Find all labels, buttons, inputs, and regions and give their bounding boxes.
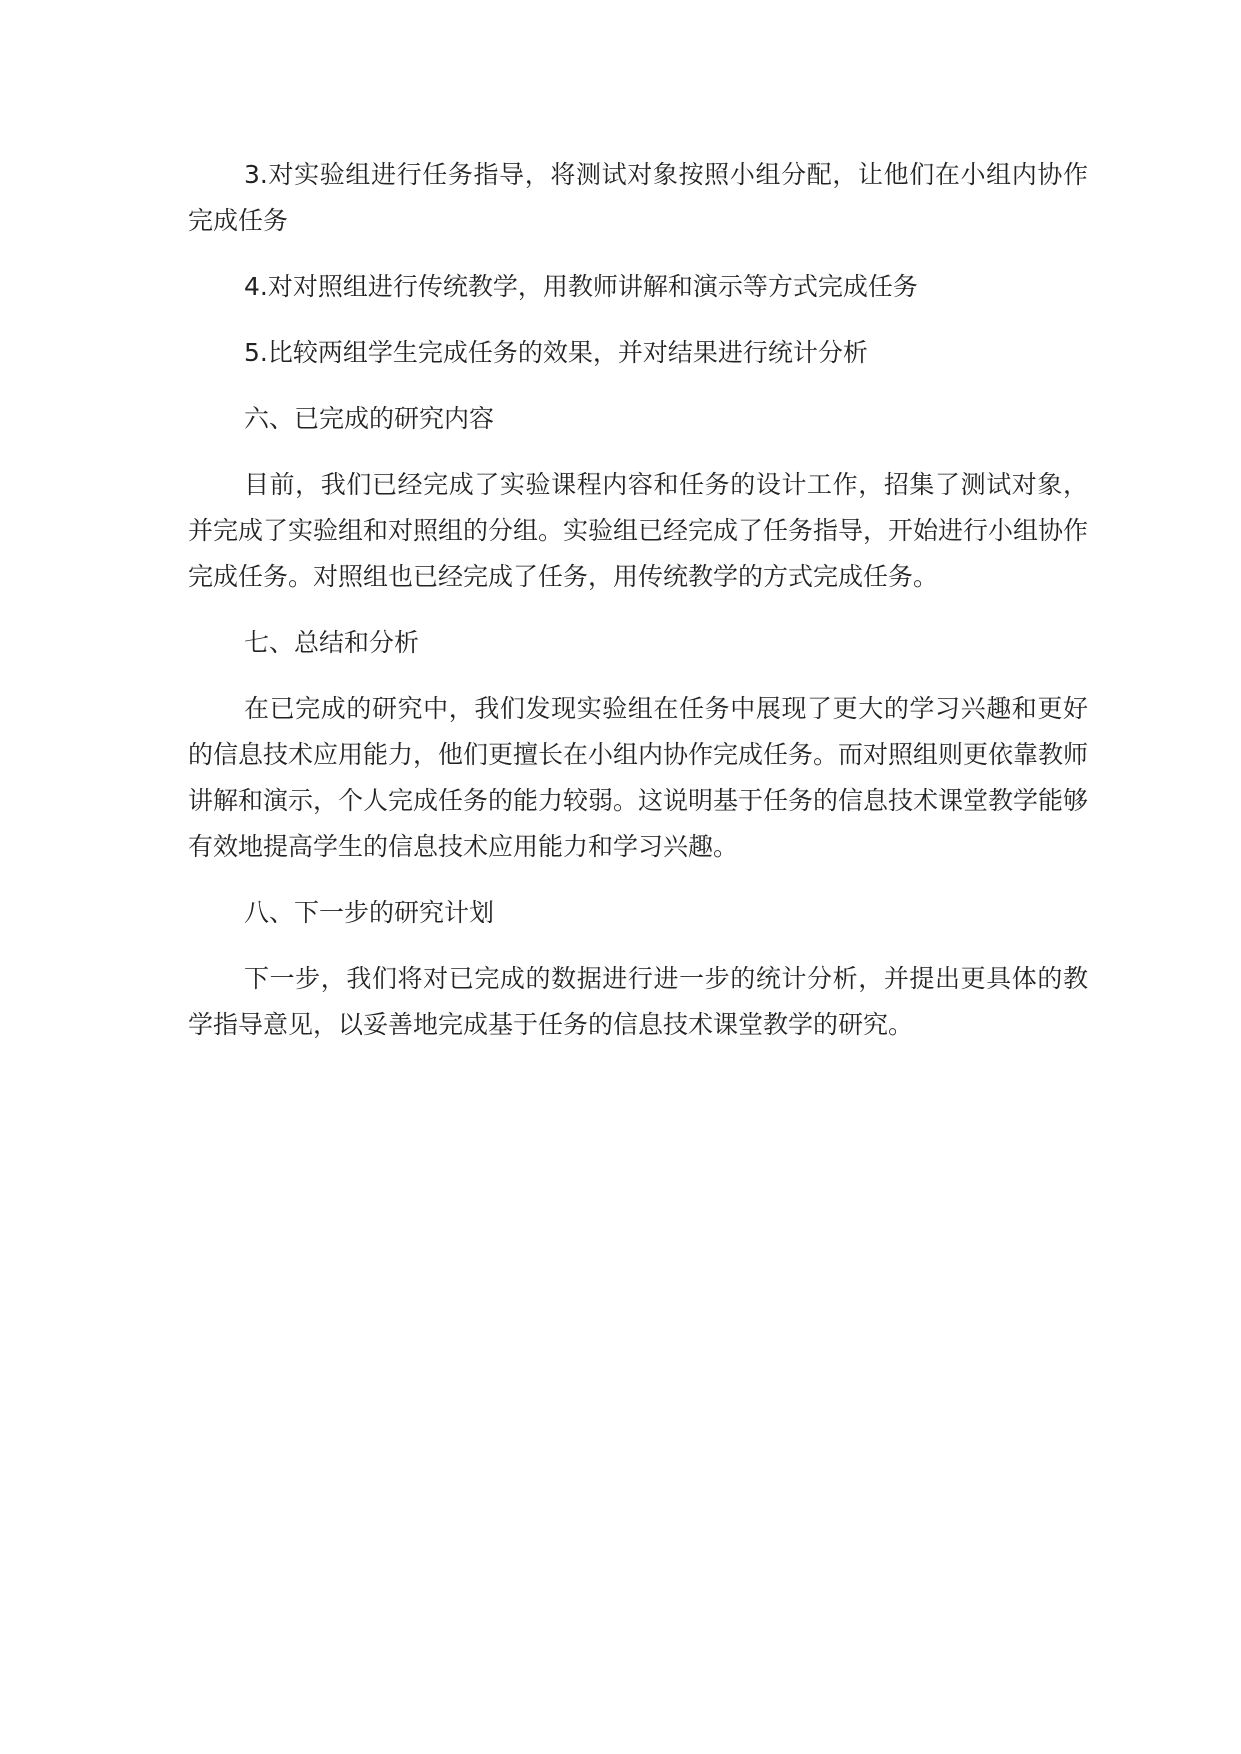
- section-heading-7: 七、总结和分析: [244, 628, 420, 657]
- paragraph-completed-content: 目前，我们已经完成了实验课程内容和任务的设计工作，招集了测试对象，并完成了实验组和对照组的分组。实验组已经完成了任务指导，开始进行小组协作完成任务。对照组也已经完成了任务，用传统教学的方式完成任务。: [188, 470, 1089, 591]
- paragraph-step-5: 5.比较两组学生完成任务的效果，并对结果进行统计分析: [244, 338, 868, 367]
- paragraph-step-4: 4.对对照组进行传统教学，用教师讲解和演示等方式完成任务: [244, 272, 918, 301]
- paragraph-step-3: 3.对实验组进行任务指导，将测试对象按照小组分配，让他们在小组内协作完成任务: [188, 160, 1088, 235]
- section-heading-8: 八、下一步的研究计划: [244, 898, 495, 927]
- section-heading-6: 六、已完成的研究内容: [244, 404, 495, 433]
- paragraph-summary-analysis: 在已完成的研究中，我们发现实验组在任务中展现了更大的学习兴趣和更好的信息技术应用能力，他们更擅长在小组内协作完成任务。而对照组则更依靠教师讲解和演示，个人完成任务的能力较弱。这说明基于任务的信息技术课堂教学能够有效地提高学生的信息技术应用能力和学习兴趣。: [188, 694, 1089, 861]
- document-body: [188, 152, 1088, 1068]
- paragraph-next-plan: 下一步，我们将对已完成的数据进行进一步的统计分析，并提出更具体的教学指导意见，以妥善地完成基于任务的信息技术课堂教学的研究。: [188, 964, 1088, 1039]
